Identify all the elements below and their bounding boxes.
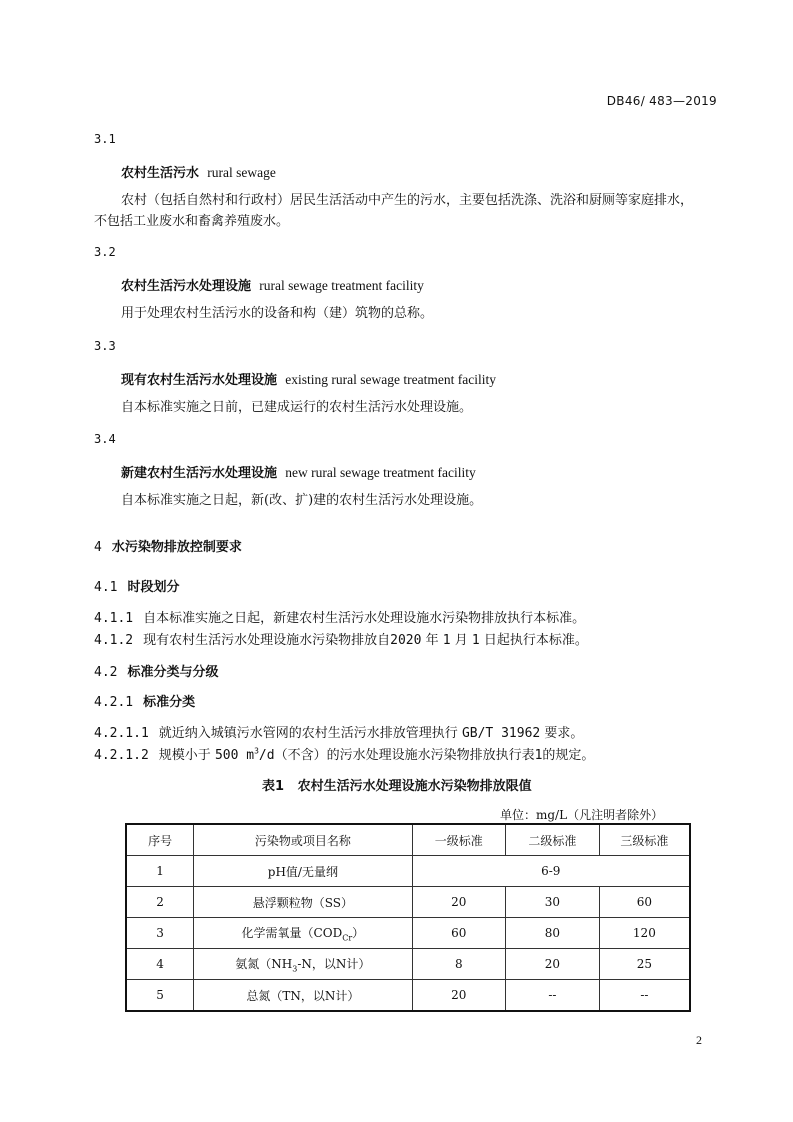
clause-text: 自本标准实施之日起，新建农村生活污水处理设施水污染物排放执行本标准。	[143, 611, 586, 626]
clause	[94, 607, 585, 626]
clause	[94, 722, 583, 741]
table-row	[126, 949, 690, 980]
grade2-value: 30	[506, 887, 600, 918]
term-title	[121, 275, 424, 294]
table-header-row	[126, 824, 690, 856]
grade3-value: 120	[599, 918, 690, 949]
pollutant-name: 悬浮颗粒物（SS）	[194, 887, 412, 918]
header-cell: 序号	[126, 824, 194, 856]
header-cell: 污染物或项目名称	[194, 824, 412, 856]
clause-text: 日起执行本标准。	[483, 633, 588, 648]
header-cell: 一级标准	[412, 824, 506, 856]
clause-text: 月	[454, 633, 468, 648]
table-reference: 1	[534, 748, 543, 763]
row-number: 2	[126, 887, 194, 918]
term-definition-line: 农村（包括自然村和行政村）居民生活活动中产生的污水，主要包括洗涤、洗浴和厨厕等家庭排水，	[121, 193, 694, 208]
term-number: 3.4	[94, 432, 116, 446]
section-number: 4.2	[94, 665, 118, 680]
clause-text: 现有农村生活污水处理设施水污染物排放自	[143, 633, 391, 648]
table-unit-note: 单位：mg/L（凡注明者除外）	[500, 808, 664, 822]
clause-year: 2020	[390, 633, 422, 648]
term-title	[121, 462, 476, 481]
section-number: 4.2.1	[94, 695, 134, 710]
term-en: existing rural sewage treatment facility	[285, 372, 496, 387]
clause-text: 要求。	[544, 726, 584, 741]
clause-number: 4.2.1.2	[94, 748, 149, 763]
grade3-value: 60	[599, 887, 690, 918]
grade3-value: 25	[599, 949, 690, 980]
term-definition-line: 不包括工业废水和畜禽养殖废水。	[94, 214, 290, 229]
term-number: 3.1	[94, 132, 116, 146]
grade1-value: 60	[412, 918, 506, 949]
merged-limit-value: 6-9	[412, 856, 690, 887]
subsection-heading	[94, 576, 180, 595]
pollutant-name: 总氮（TN，以N计）	[194, 980, 412, 1012]
table-row	[126, 980, 690, 1012]
clause-text: 的规定。	[542, 748, 595, 763]
table-caption	[262, 775, 532, 794]
document-code: DB46/ 483—2019	[606, 94, 717, 108]
term-en: rural sewage treatment facility	[259, 278, 424, 293]
clause-number: 4.1.1	[94, 611, 134, 626]
term-definition-line: 自本标准实施之日起，新(改、扩)建的农村生活污水处理设施。	[121, 493, 483, 508]
clause-text: 规模小于	[158, 748, 211, 763]
term-zh: 现有农村生活污水处理设施	[121, 373, 278, 388]
table-caption-title: 农村生活污水处理设施水污染物排放限值	[297, 779, 532, 794]
clause-text: 就近纳入城镇污水管网的农村生活污水排放管理执行	[158, 726, 458, 741]
grade1-value: 8	[412, 949, 506, 980]
term-zh: 农村生活污水	[121, 166, 200, 181]
table-row	[126, 856, 690, 887]
clause-number: 4.1.2	[94, 633, 134, 648]
table-caption-number: 表1	[262, 779, 285, 794]
subsection-heading	[94, 691, 195, 710]
term-en: new rural sewage treatment facility	[285, 465, 476, 480]
header-cell: 二级标准	[506, 824, 600, 856]
header-cell: 三级标准	[599, 824, 690, 856]
section-title: 时段划分	[127, 580, 180, 595]
section-title: 标准分类与分级	[127, 665, 219, 680]
pollutant-name: 氨氮（$NH_3-N$，以N计）	[194, 949, 412, 980]
term-definition-line: 用于处理农村生活污水的设备和构（建）筑物的总称。	[121, 306, 434, 321]
term-zh: 新建农村生活污水处理设施	[121, 466, 278, 481]
grade1-value: 20	[412, 980, 506, 1012]
section-heading	[94, 536, 242, 555]
clause	[94, 744, 594, 763]
table-row	[126, 918, 690, 949]
term-title	[121, 162, 276, 181]
clause-number: 4.2.1.1	[94, 726, 149, 741]
term-en: rural sewage	[207, 165, 276, 180]
term-definition-line: 自本标准实施之日前，已建成运行的农村生活污水处理设施。	[121, 400, 473, 415]
scale-quantity: 500 $m^3/d$	[214, 746, 275, 763]
page-number: 2	[696, 1033, 702, 1047]
section-title: 水污染物排放控制要求	[111, 540, 242, 555]
grade2-value: 20	[506, 949, 600, 980]
section-title: 标准分类	[143, 695, 196, 710]
subsection-heading	[94, 661, 219, 680]
term-number: 3.3	[94, 339, 116, 353]
row-number: 3	[126, 918, 194, 949]
grade1-value: 20	[412, 887, 506, 918]
standard-reference: GB/T 31962	[461, 726, 541, 741]
pollutant-name: 化学需氧量$(COD_{Cr})$	[194, 918, 412, 949]
clause	[94, 629, 588, 648]
term-zh: 农村生活污水处理设施	[121, 279, 252, 294]
section-number: 4	[94, 540, 102, 555]
grade2-value: --	[506, 980, 600, 1012]
term-title	[121, 369, 496, 388]
clause-day: 1	[471, 633, 480, 648]
table-row	[126, 887, 690, 918]
row-number: 1	[126, 856, 194, 887]
row-number: 4	[126, 949, 194, 980]
clause-text: （不含）的污水处理设施水污染物排放执行表	[274, 748, 535, 763]
row-number: 5	[126, 980, 194, 1012]
section-number: 4.1	[94, 580, 118, 595]
clause-month: 1	[442, 633, 451, 648]
grade3-value: --	[599, 980, 690, 1012]
grade2-value: 80	[506, 918, 600, 949]
term-number: 3.2	[94, 245, 116, 259]
clause-text: 年	[425, 633, 439, 648]
pollutant-name: pH值/无量纲	[194, 856, 412, 887]
emission-limit-table	[125, 823, 691, 1012]
